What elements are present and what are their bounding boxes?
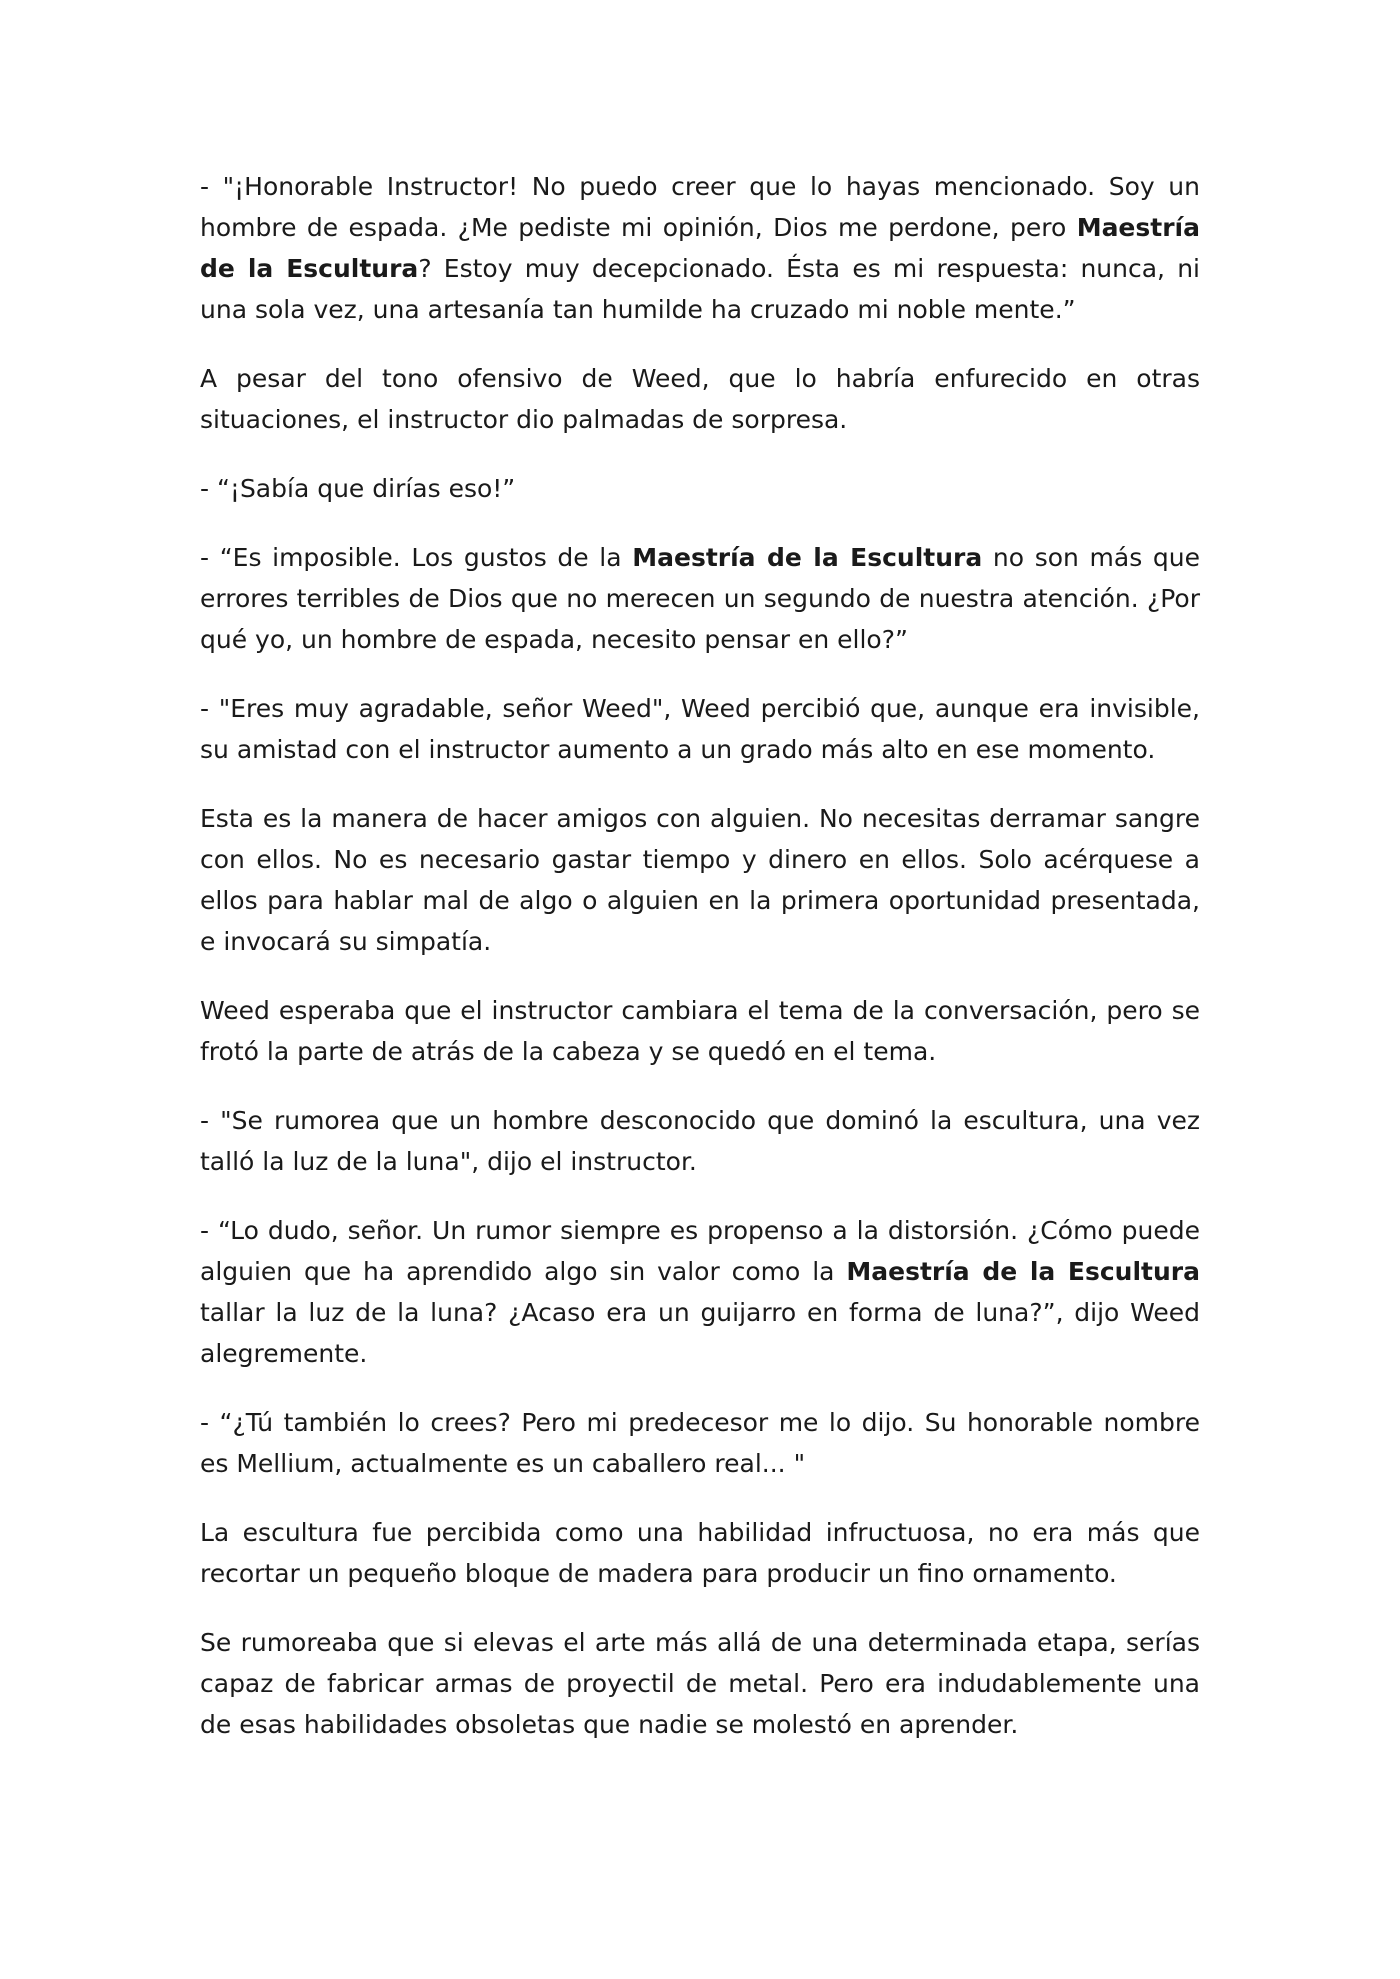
paragraph-12 xyxy=(200,1622,1200,1745)
text-run: - “¡Sabía que dirías eso!” xyxy=(200,474,516,503)
paragraph-6 xyxy=(200,798,1200,962)
paragraph-8 xyxy=(200,1100,1200,1182)
text-run: - "Eres muy agradable, señor Weed", Weed percibió que, aunque era invisible, su amistad con el instructor aumento a un grado más alto en ese momento. xyxy=(200,694,1200,764)
text-run: tallar la luz de la luna? ¿Acaso era un guijarro en forma de luna?”, dijo Weed alegremente. xyxy=(200,1298,1200,1368)
paragraph-1 xyxy=(200,166,1200,330)
bold-term: Maestría de la Escultura xyxy=(200,213,1200,283)
paragraph-11 xyxy=(200,1512,1200,1594)
paragraph-7 xyxy=(200,990,1200,1072)
paragraph-10 xyxy=(200,1402,1200,1484)
paragraph-4 xyxy=(200,537,1200,660)
bold-term: Maestría de la Escultura xyxy=(632,543,983,572)
paragraph-5 xyxy=(200,688,1200,770)
text-run: Se rumoreaba que si elevas el arte más allá de una determinada etapa, serías capaz de fabricar armas de proyectil de metal. Pero era indudablemente una de esas habilidades obsoletas que nadie se molestó en aprender. xyxy=(200,1628,1200,1739)
text-run: - “Lo dudo, señor. Un rumor siempre es propenso a la distorsión. ¿Cómo puede alguien que ha aprendido algo sin valor como la xyxy=(200,1216,1200,1286)
text-run: Weed esperaba que el instructor cambiara el tema de la conversación, pero se frotó la parte de atrás de la cabeza y se quedó en el tema. xyxy=(200,996,1200,1066)
text-run: - "Se rumorea que un hombre desconocido que dominó la escultura, una vez talló la luz de la luna", dijo el instructor. xyxy=(200,1106,1200,1176)
text-run: ? Estoy muy decepcionado. Ésta es mi respuesta: nunca, ni una sola vez, una artesanía tan humilde ha cruzado mi noble mente.” xyxy=(200,254,1200,324)
paragraph-2 xyxy=(200,358,1200,440)
text-run: A pesar del tono ofensivo de Weed, que lo habría enfurecido en otras situaciones, el instructor dio palmadas de sorpresa. xyxy=(200,364,1200,434)
text-run: - “¿Tú también lo crees? Pero mi predecesor me lo dijo. Su honorable nombre es Mellium, actualmente es un caballero real... " xyxy=(200,1408,1200,1478)
bold-term: Maestría de la Escultura xyxy=(846,1257,1201,1286)
text-run: - "¡Honorable Instructor! No puedo creer que lo hayas mencionado. Soy un hombre de espada. ¿Me pediste mi opinión, Dios me perdone, pero xyxy=(200,172,1200,242)
text-run: no son más que errores terribles de Dios que no merecen un segundo de nuestra atención. ¿Por qué yo, un hombre de espada, necesito pensar en ello?” xyxy=(200,543,1200,654)
document-body xyxy=(200,166,1200,1745)
paragraph-9 xyxy=(200,1210,1200,1374)
text-run: La escultura fue percibida como una habilidad infructuosa, no era más que recortar un pequeño bloque de madera para producir un fino ornamento. xyxy=(200,1518,1200,1588)
text-run: Esta es la manera de hacer amigos con alguien. No necesitas derramar sangre con ellos. No es necesario gastar tiempo y dinero en ellos. Solo acérquese a ellos para hablar mal de algo o alguien en la primera oportunidad presentada, e invocará su simpatía. xyxy=(200,804,1200,956)
text-run: - “Es imposible. Los gustos de la xyxy=(200,543,633,572)
paragraph-3 xyxy=(200,468,1200,509)
